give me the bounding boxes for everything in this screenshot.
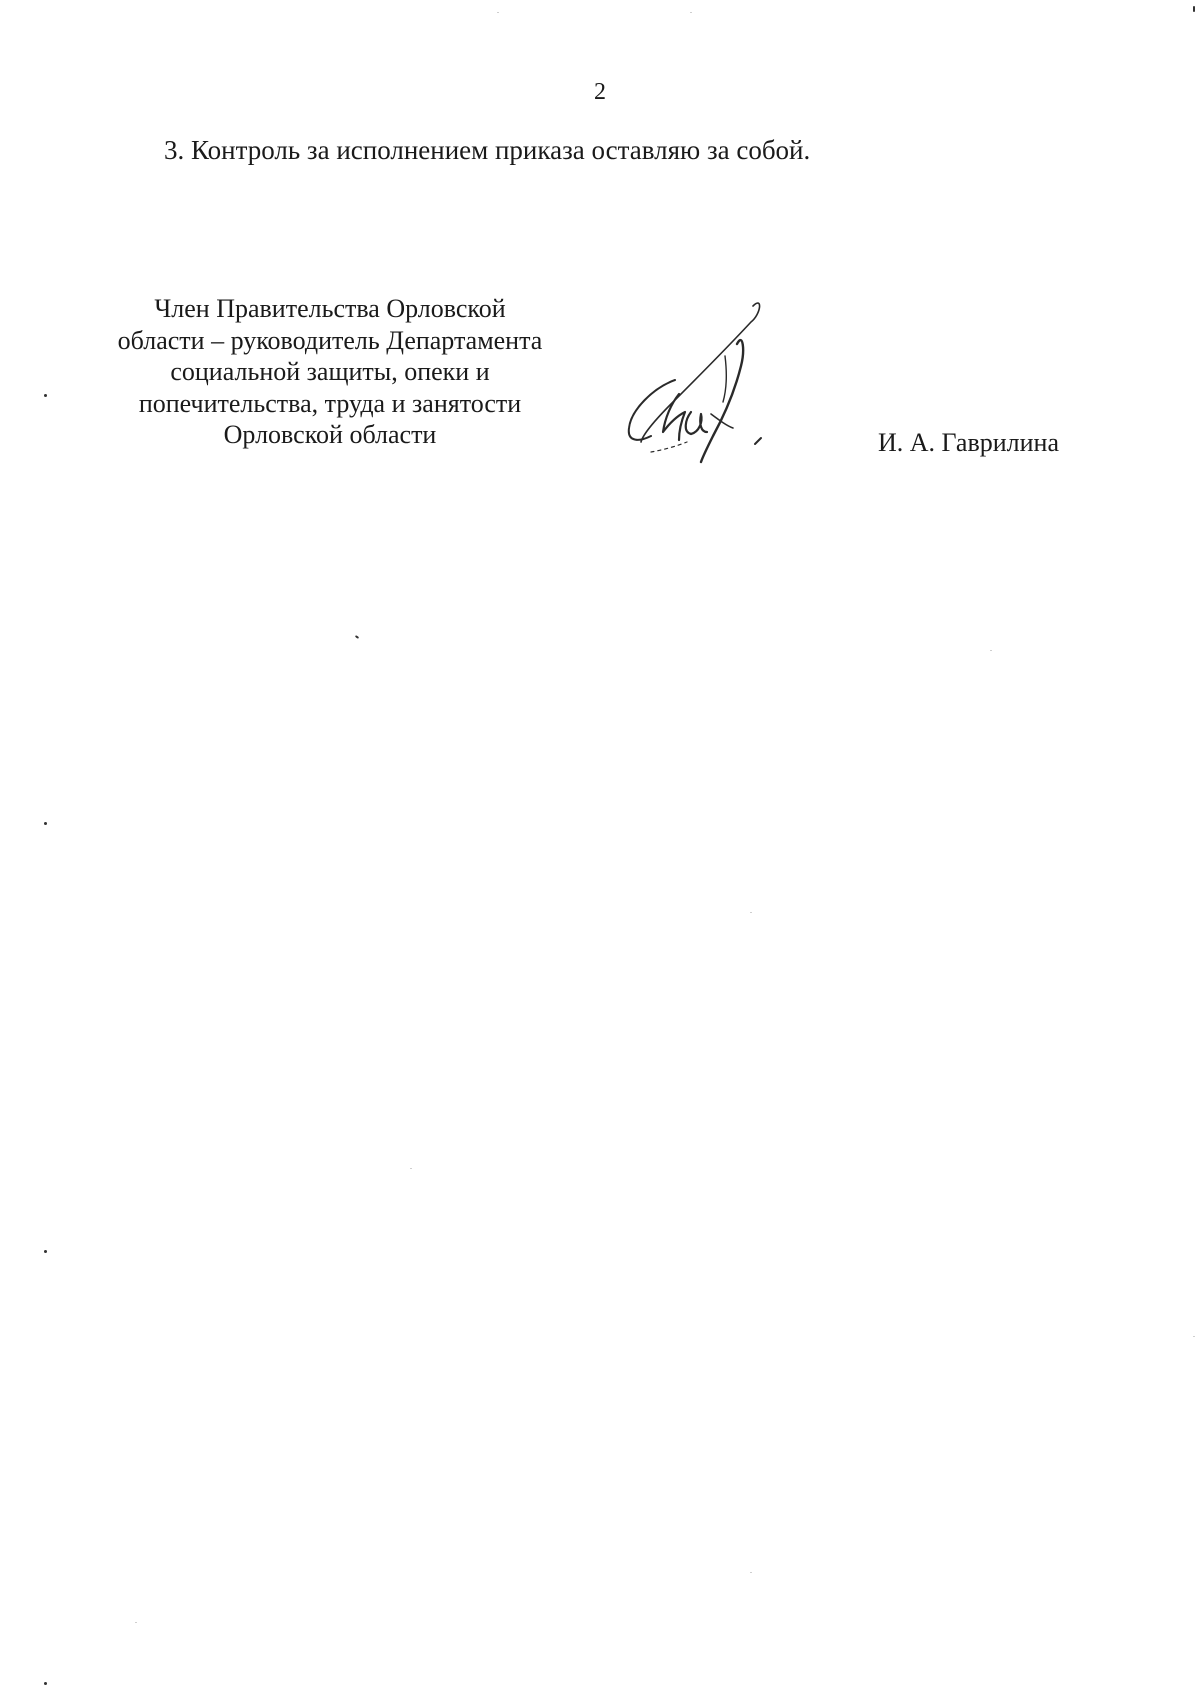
- signatory-title-line: области – руководитель Департамента: [117, 325, 543, 355]
- scan-speck: [750, 912, 752, 913]
- scan-speck: [990, 650, 992, 651]
- scan-speck: [690, 12, 692, 13]
- scan-speck: [44, 394, 47, 397]
- signatory-name: И. А. Гаврилина: [878, 428, 1060, 457]
- scan-speck: [135, 1622, 137, 1623]
- signatory-title-line: Орловской области: [223, 420, 437, 449]
- signatory-title-line: социальной защиты, опеки и: [170, 357, 490, 386]
- scan-speck: [44, 822, 47, 825]
- signatory-title: [80, 293, 580, 451]
- page-number: 2: [594, 79, 606, 105]
- signatory-title-line: Член Правительства Орловской: [154, 294, 506, 323]
- scan-speck: [497, 12, 499, 13]
- scan-speck: [1193, 1336, 1195, 1337]
- scan-speck: [44, 1250, 47, 1253]
- handwritten-signature: [615, 292, 775, 472]
- scan-speck: [410, 1168, 412, 1169]
- scan-speck: [355, 635, 359, 639]
- signatory-title-line: попечительства, труда и занятости: [138, 388, 522, 418]
- scan-speck: [1193, 6, 1195, 12]
- scan-speck: [750, 1572, 752, 1573]
- scan-speck: [44, 1682, 47, 1685]
- paragraph-control-clause: 3. Контроль за исполнением приказа оставляю за собой.: [164, 135, 811, 165]
